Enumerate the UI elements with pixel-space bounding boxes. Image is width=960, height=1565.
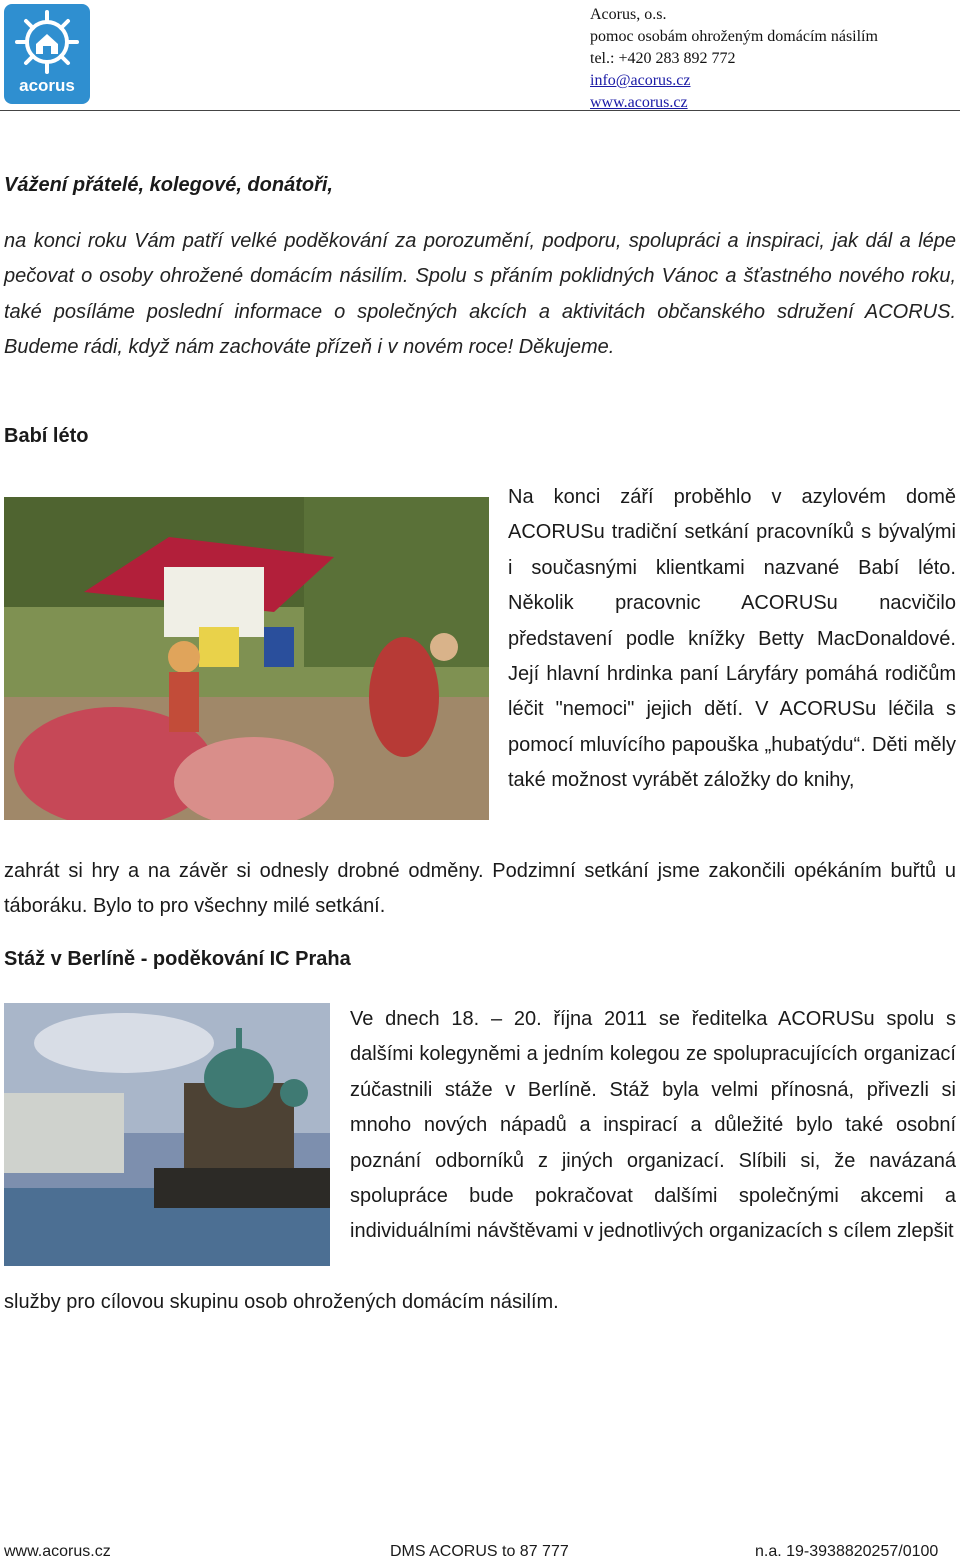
greeting: Vážení přátelé, kolegové, donátoři, (4, 174, 333, 196)
babi-leto-text: Na konci září proběhlo v azylovém domě ACORUSu tradiční setkání pracovníků s bývalými i současnými klientkami nazvané Babí léto. Několik pracovnic ACORUSu nacvičilo představení podle knížky Betty MacDonaldové. Její hlavní hrdinka paní Láryfáry pomáhá rodičům léčit "nemoci" jejich dětí. V ACORUSu léčila s pomocí mluvícího papouška „hubatýdu“. Děti měly také možnost vyrábět záložky do knihy, (508, 486, 956, 792)
header-divider (0, 110, 960, 111)
photo-berlin (4, 1003, 330, 1266)
footer-web: www.acorus.cz (4, 1543, 111, 1560)
photo-babi-leto (4, 497, 489, 820)
org-mission: pomoc osobám ohroženým domácím násilím (590, 28, 878, 45)
ship-wheel-house-icon (4, 4, 90, 76)
org-phone: tel.: +420 283 892 772 (590, 50, 736, 67)
header-contact (590, 4, 878, 114)
intro-paragraph: na konci roku Vám patří velké poděkování za porozumění, podporu, spolupráci a inspiraci, jak dál a lépe pečovat o osoby ohrožené domácím násilím. Spolu s přáním poklidných Vánoc a šťastného nového roku, také posíláme poslední informace o společných akcích a aktivitách občanského sdružení ACORUS. Budeme rádi, když nám zachováte přízeň i v novém roce! Děkujeme. (4, 230, 956, 359)
org-email-link[interactable]: info@acorus.cz (590, 72, 691, 89)
babi-leto-text-continued: zahrát si hry a na závěr si odnesly drobné odměny. Podzimní setkání jsme zakončili opékáním buřtů u táboráku. Bylo to pro všechny milé setkání. (4, 860, 956, 918)
acorus-logo (4, 4, 90, 104)
section-heading-babi-leto: Babí léto (4, 425, 89, 447)
section-heading-staz-berlin: Stáž v Berlíně - poděkování IC Praha (4, 948, 351, 970)
footer-account: n.a. 19-3938820257/0100 (755, 1543, 939, 1560)
org-name: Acorus, o.s. (590, 6, 667, 23)
org-web-link[interactable]: www.acorus.cz (590, 94, 688, 111)
logo-text: acorus (19, 76, 75, 95)
footer-dms: DMS ACORUS to 87 777 (390, 1543, 569, 1560)
staz-berlin-text: Ve dnech 18. – 20. října 2011 se ředitelka ACORUSu spolu s dalšími kolegyněmi a jedním kolegou ze spolupracujících organizací zúčastnili stáže v Berlíně. Stáž byla velmi přínosná, přivezli si mnoho nových nápadů a inspirací a důležité bylo také osobní poznání odborníků z jiných organizací. Slíbili si, že navázaná spolupráce bude pokračovat dalšími společnými akcemi a individuálními návštěvami v jednotlivých organizacích s cílem zlepšit (350, 1008, 956, 1243)
staz-berlin-text-continued: služby pro cílovou skupinu osob ohrožených domácím násilím. (4, 1291, 559, 1313)
